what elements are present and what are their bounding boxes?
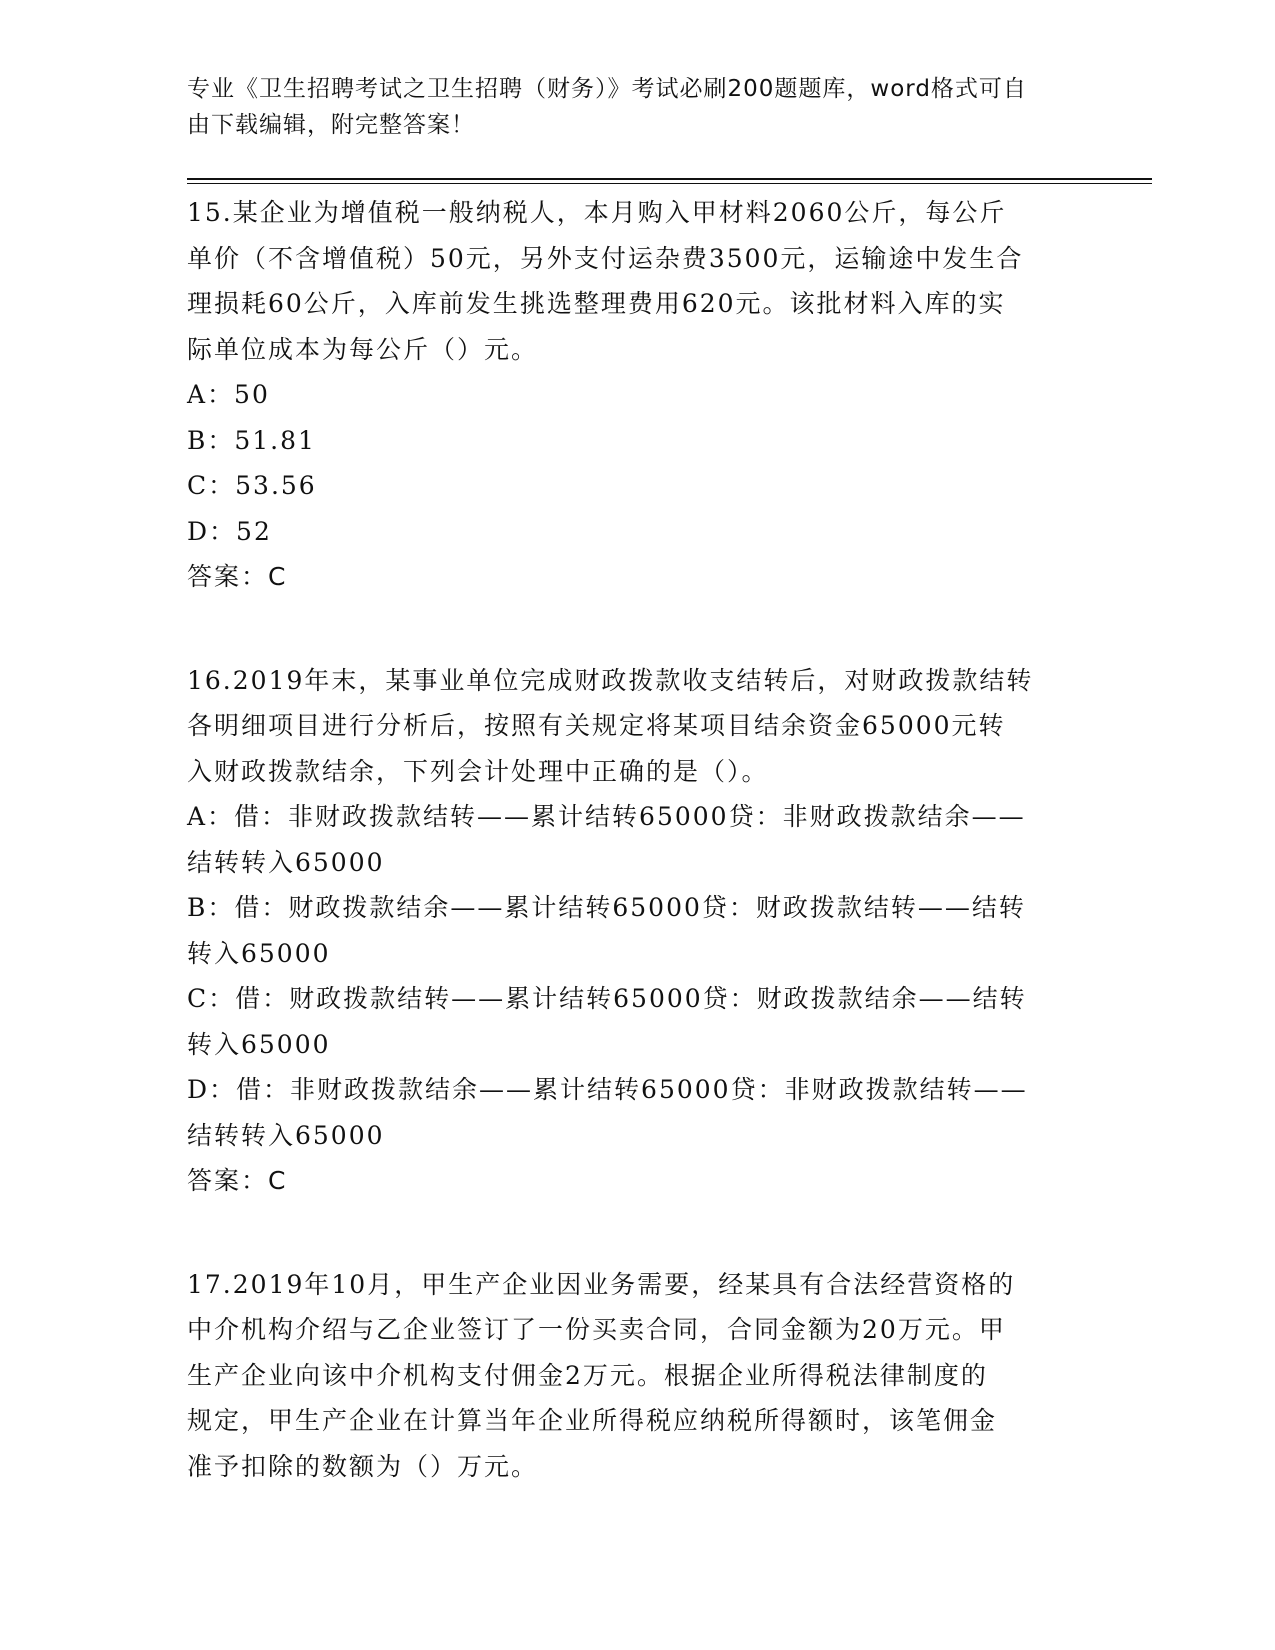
question-stem-line: 15.某企业为增值税一般纳税人，本月购入甲材料2060公斤，每公斤 (187, 198, 1007, 227)
question-stem-line: 中介机构介绍与乙企业签订了一份买卖合同，合同金额为20万元。甲 (187, 1315, 1006, 1344)
question-stem-line: 16.2019年末，某事业单位完成财政拨款收支结转后，对财政拨款结转 (187, 665, 1034, 695)
option-c-continued: 转入65000 (187, 1029, 331, 1059)
option-a-continued: 结转转入65000 (187, 847, 385, 877)
option-d: D：52 (187, 516, 272, 546)
option-b-continued: 转入65000 (187, 938, 331, 968)
question-stem-line: 准予扣除的数额为（）万元。 (187, 1451, 539, 1481)
option-b: B：51.81 (187, 425, 316, 455)
option-d-continued: 结转转入65000 (187, 1120, 385, 1150)
option-c: C：53.56 (187, 471, 317, 500)
question-stem-line: 际单位成本为每公斤（）元。 (187, 334, 539, 364)
question-stem-line: 入财政拨款结余，下列会计处理中正确的是（）。 (187, 756, 769, 786)
question-15 (187, 190, 1087, 600)
question-stem-line: 单价（不含增值税）50元，另外支付运杂费3500元，运输途中发生合 (187, 243, 1024, 273)
option-c: C：借：财政拨款结转——累计结转65000贷：财政拨款结余——结转 (187, 984, 1027, 1013)
question-stem-line: 17.2019年10月，甲生产企业因业务需要，经某具有合法经营资格的 (187, 1269, 1016, 1299)
question-stem-line: 生产企业向该中介机构支付佣金2万元。根据企业所得税法律制度的 (187, 1360, 988, 1390)
header-line: 专业《卫生招聘考试之卫生招聘（财务）》考试必刷200题题库，word格式可自 (187, 76, 1027, 102)
option-d: D：借：非财政拨款结余——累计结转65000贷：非财政拨款结转—— (187, 1075, 1028, 1104)
option-a: A：50 (187, 380, 270, 409)
question-17 (187, 1262, 1087, 1490)
option-b: B：借：财政拨款结余——累计结转65000贷：财政拨款结转——结转 (187, 893, 1026, 922)
header-line: 由下载编辑，附完整答案！ (187, 112, 475, 138)
option-a: A：借：非财政拨款结转——累计结转65000贷：非财政拨款结余—— (187, 802, 1026, 831)
question-stem-line: 各明细项目进行分析后，按照有关规定将某项目结余资金65000元转 (187, 711, 1006, 740)
question-stem-line: 规定，甲生产企业在计算当年企业所得税应纳税所得额时，该笔佣金 (187, 1406, 998, 1435)
answer-line: 答案：C (187, 1166, 288, 1195)
answer-line: 答案：C (187, 562, 288, 591)
document-header (187, 71, 1067, 143)
header-divider (187, 178, 1152, 180)
question-list (187, 190, 1087, 1547)
header-divider (187, 183, 1152, 184)
question-16 (187, 658, 1087, 1204)
question-stem-line: 理损耗60公斤，入库前发生挑选整理费用620元。该批材料入库的实 (187, 289, 1006, 318)
